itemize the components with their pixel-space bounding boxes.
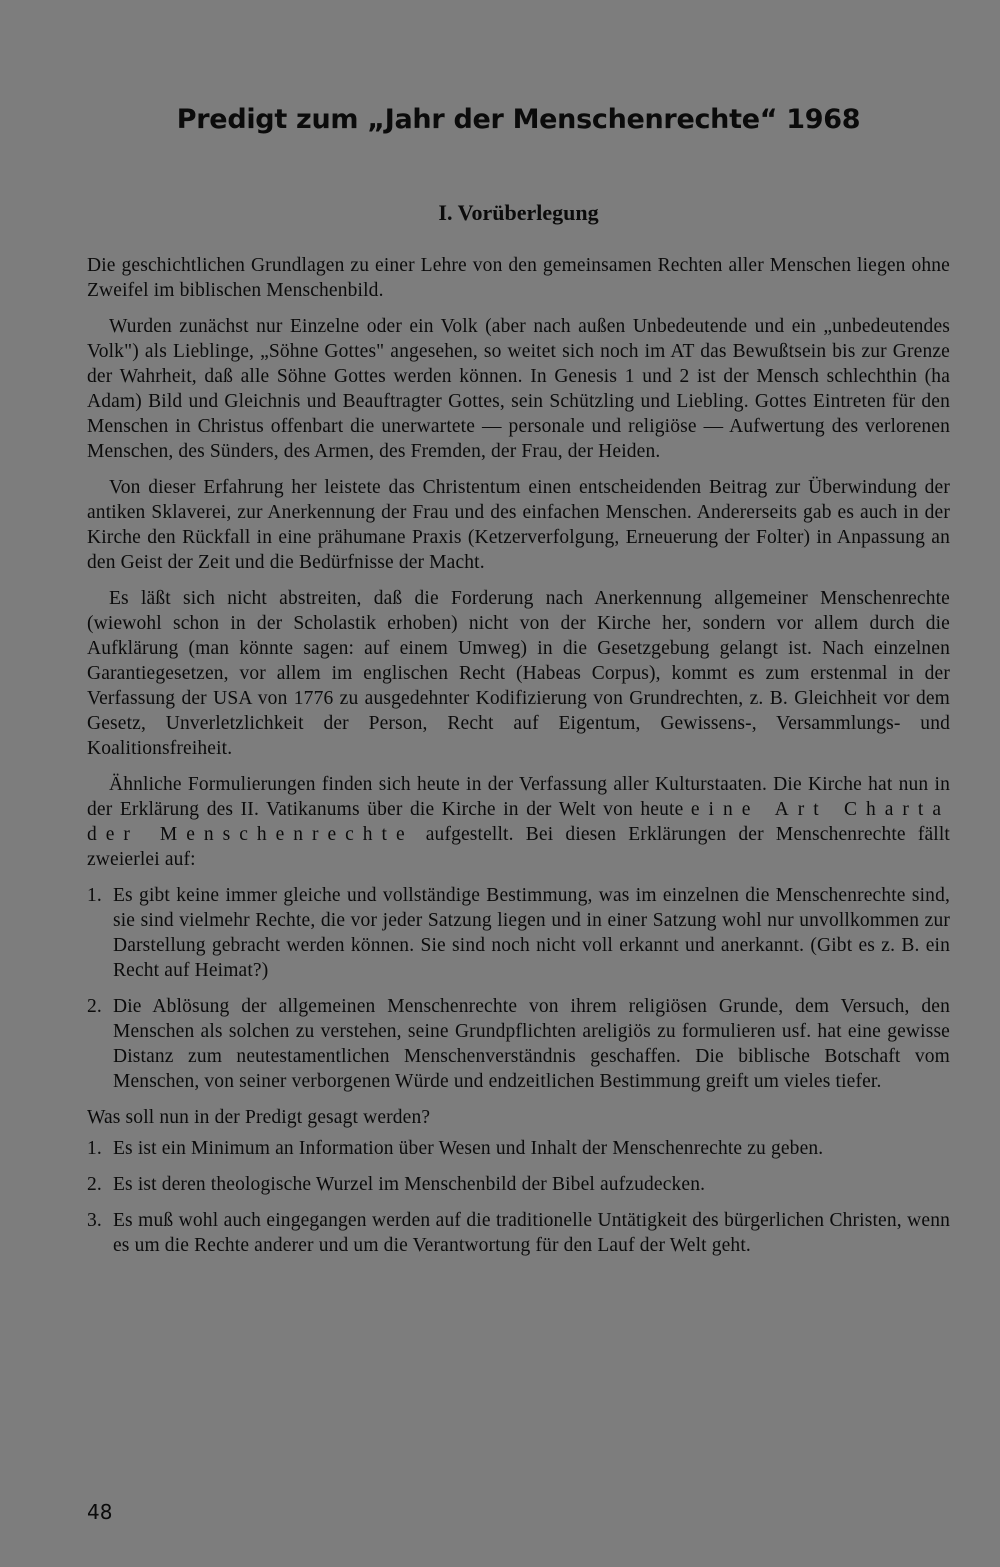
section-heading: I. Vorüberlegung (438, 200, 599, 225)
list-item-number: 2. (87, 1174, 102, 1195)
paragraph-5 (87, 772, 950, 872)
paragraph-5-start: Ähnliche Formulierungen finden sich heute in der Verfassung aller Kulturstaaten. Die Kirche hat nun in der Erklärung des II. Vatikanums über die Kirche in der Welt von heute (87, 774, 950, 820)
paragraph-5-spaced: eine Art Charta der Menschenrechte (87, 799, 950, 845)
list-item (87, 994, 950, 1094)
list-item (87, 1172, 950, 1197)
paragraph-2: Wurden zunächst nur Einzelne oder ein Volk (aber nach außen Unbedeutende und ein „unbedeutendes Volk") als Lieblinge, „Söhne Gottes" angesehen, so weitet sich noch im AT das Bewußtsein bis zur Grenze der Wahrheit, daß alle Söhne Gottes werden können. In Genesis 1 und 2 ist der Mensch schlechthin (ha Adam) Bild und Gleichnis und Beauftragter Gottes, sein Schützling und Liebling. Gottes Eintreten für den Menschen in Christus offenbart die unerwartete — personale und religiöse — Aufwertung des verlorenen Menschen, des Sünders, des Armen, des Fremden, der Frau, der Heiden. (87, 316, 950, 462)
list-item-text: Die Ablösung der allgemeinen Menschenrechte von ihrem religiösen Grunde, dem Versuch, den Menschen als solchen zu verstehen, seine Grundpflichten areligiös zu formulieren usf. hat eine gewisse Distanz zum neutestamentlichen Menschenverständnis geschaffen. Die biblische Botschaft vom Menschen, von seiner verborgenen Würde und endzeitlichen Bestimmung greift um vieles tiefer. (113, 996, 950, 1092)
paragraph-4: Es läßt sich nicht abstreiten, daß die Forderung nach Anerkennung allgemeiner Menschenrechte (wiewohl schon in der Scholastik erhoben) nicht von der Kirche her, sondern vor allem durch die Aufklärung (man könnte sagen: auf einem Umweg) in die Gesetzgebung gelangt ist. Nach einzelnen Garantiegesetzen, vor allem im englischen Recht (Habeas Corpus), kommt es zum erstenmal in der Verfassung der USA von 1776 zu ausgedehnter Kodifizierung von Grundrechten, z. B. Gleichheit vor dem Gesetz, Unverletzlichkeit der Person, Recht auf Eigentum, Gewissens-, Versammlungs- und Koalitionsfreiheit. (87, 588, 950, 759)
list-item-number: 2. (87, 996, 102, 1017)
list-item-text: Es ist deren theologische Wurzel im Menschenbild der Bibel aufzudecken. (113, 1174, 706, 1195)
observation-list (87, 883, 950, 1094)
list-item-text: Es muß wohl auch eingegangen werden auf die traditionelle Untätigkeit des bürgerlichen Christen, wenn es um die Rechte anderer und um die Verantwortung für den Lauf der Welt geht. (113, 1210, 950, 1256)
list-item-text: Es gibt keine immer gleiche und vollständige Bestimmung, was im einzelnen die Menschenrechte sind, sie sind vielmehr Rechte, die vor jeder Satzung liegen und in einer Satzung wohl nur unvollkommen zur Darstellung gebracht werden können. Sie sind noch nicht voll erkannt und anerkannt. (Gibt es z. B. ein Recht auf Heimat?) (113, 885, 950, 981)
paragraph-1: Die geschichtlichen Grundlagen zu einer Lehre von den gemeinsamen Rechten aller Menschen liegen ohne Zweifel im biblischen Menschenbild. (87, 255, 950, 301)
list-item-text: Es ist ein Minimum an Information über Wesen und Inhalt der Menschenrechte zu geben. (113, 1138, 824, 1159)
page-title: Predigt zum „Jahr der Menschenrechte“ 1968 (176, 104, 861, 135)
list-item (87, 1136, 950, 1161)
question-line: Was soll nun in der Predigt gesagt werden? (87, 1107, 431, 1128)
page-number: 48 (87, 1500, 113, 1524)
sermon-points-list (87, 1136, 950, 1258)
list-item (87, 883, 950, 983)
paragraph-3: Von dieser Erfahrung her leistete das Christentum einen entscheidenden Beitrag zur Überwindung der antiken Sklaverei, zur Anerkennung der Frau und des einfachen Menschen. Andererseits gab es auch in der Kirche den Rückfall in eine prähumane Praxis (Ketzerverfolgung, Erneuerung der Folter) in Anpassung an den Geist der Zeit und die Bedürfnisse der Macht. (87, 477, 950, 573)
list-item-number: 1. (87, 1138, 102, 1159)
list-item-number: 1. (87, 885, 102, 906)
list-item (87, 1208, 950, 1258)
body-text (87, 253, 950, 1269)
list-item-number: 3. (87, 1210, 102, 1231)
document-page (87, 0, 950, 1567)
paragraph-5-end: aufgestellt. Bei diesen Erklärungen der Menschenrechte fällt zweierlei auf: (87, 824, 950, 870)
